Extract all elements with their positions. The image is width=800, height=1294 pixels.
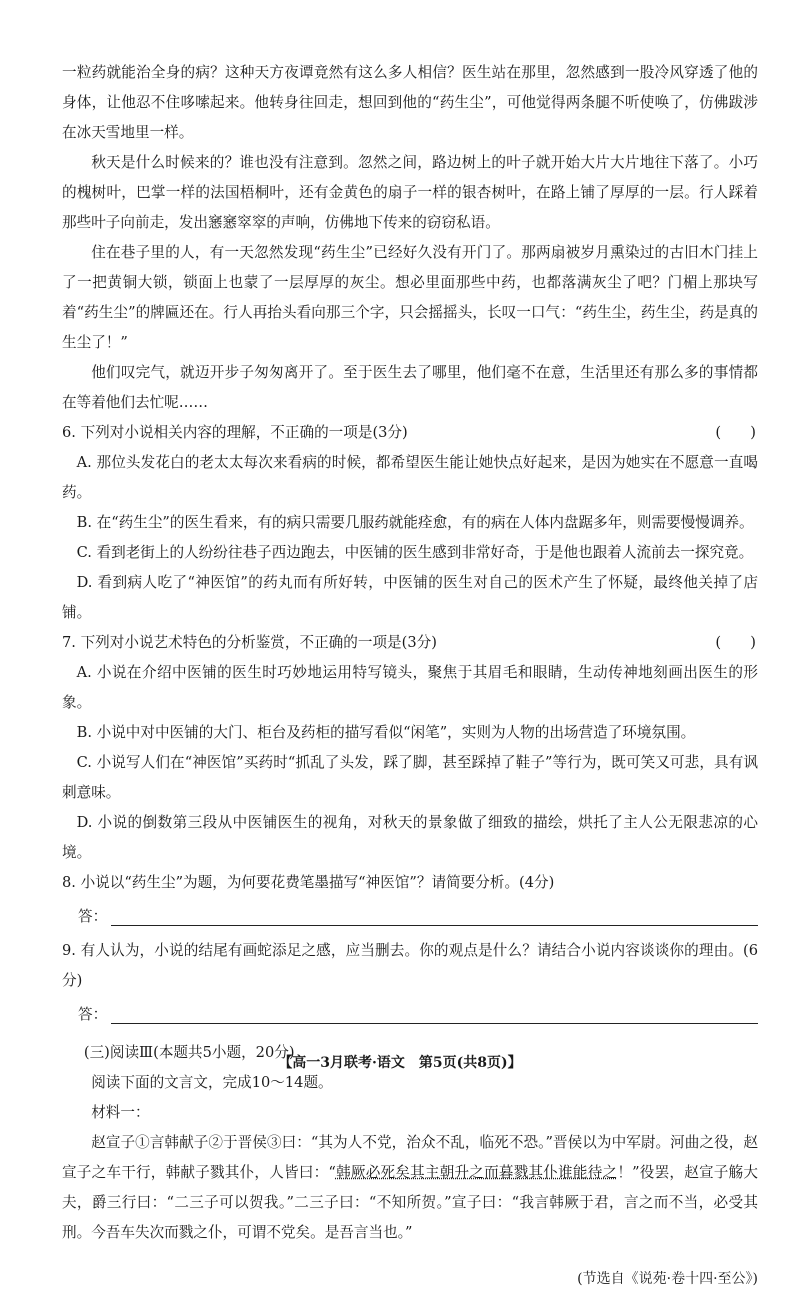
option-a: A. 小说在介绍中医铺的医生时巧妙地运用特写镜头，聚焦于其眉毛和眼睛，生动传神地刻画出医生的形象。 bbox=[62, 664, 758, 711]
answer-bracket[interactable]: ( ) bbox=[715, 424, 756, 441]
answer-line[interactable] bbox=[111, 907, 758, 926]
question-stem: 7. 下列对小说艺术特色的分析鉴赏，不正确的一项是(3分) bbox=[62, 634, 437, 651]
option-d: D. 小说的倒数第三段从中医铺医生的视角，对秋天的景象做了细致的描绘，烘托了主人公无限悲凉的心境。 bbox=[62, 814, 758, 861]
passage-paragraph: 他们叹完气，就迈开步子匆匆离开了。至于医生去了哪里，他们毫不在意，生活里还有那么多的事情都在等着他们去忙呢…… bbox=[62, 364, 758, 411]
passage-paragraph: 秋天是什么时候来的？谁也没有注意到。忽然之间，路边树上的叶子就开始大片大片地往下落了。小巧的槐树叶，巴掌一样的法国梧桐叶，还有金黄色的扇子一样的银杏树叶，在路上铺了厚厚的一层。行人踩着那些叶子向前走，发出窸窸窣窣的声响，仿佛地下传来的窃窃私语。 bbox=[62, 154, 758, 231]
option-d: D. 看到病人吃了“神医馆”的药丸而有所好转，中医铺的医生对自己的医术产生了怀疑，最终他关掉了店铺。 bbox=[62, 574, 758, 621]
question-6 bbox=[62, 418, 758, 628]
option-c: C. 看到老街上的人纷纷往巷子西边跑去，中医铺的医生感到非常好奇，于是他也跟着人流前去一探究竟。 bbox=[76, 544, 754, 561]
passage-paragraph: 一粒药就能治全身的病？这种天方夜谭竟然有这么多人相信？医生站在那里，忽然感到一股冷风穿透了他的身体，让他忍不住哆嗦起来。他转身往回走，想回到他的“药生尘”，可他觉得两条腿不听使唤了，仿佛跋涉在冰天雪地里一样。 bbox=[62, 64, 758, 141]
section-instruction: 阅读下面的文言文，完成10～14题。 bbox=[91, 1074, 333, 1091]
answer-bracket[interactable]: ( ) bbox=[715, 634, 756, 651]
exam-page bbox=[62, 58, 758, 1294]
question-stem: 6. 下列对小说相关内容的理解，不正确的一项是(3分) bbox=[62, 424, 408, 441]
answer-label: 答： bbox=[78, 1006, 108, 1023]
question-8 bbox=[62, 868, 758, 932]
answer-label: 答： bbox=[78, 908, 108, 925]
story-passage bbox=[62, 58, 758, 418]
classical-text: 赵宣子①言韩献子②于晋侯③曰：“其为人不党，治众不乱，临死不恐。”晋侯以为中军尉。河曲之役，赵宣子之车干行，韩献子戮其仆，人皆曰：“韩厥必死矣其主朝升之而暮戮其仆谁能待之！”役罢，赵宣子觞大夫，爵三行曰：“二三子可以贺我。”二三子曰：“不知所贺。”宣子曰：“我言韩厥于君，言之而不当，必受其刑。今吾车失次而戮之仆，可谓不党矣。是吾言当也。” bbox=[62, 1134, 758, 1241]
option-b: B. 在“药生尘”的医生看来，有的病只需要几服药就能痊愈，有的病在人体内盘踞多年，则需要慢慢调养。 bbox=[76, 514, 754, 531]
option-a: A. 那位头发花白的老太太每次来看病的时候，都希望医生能让她快点好起来，是因为她实在不愿意一直喝药。 bbox=[62, 454, 758, 501]
question-stem: 8. 小说以“药生尘”为题，为何要花费笔墨描写“神医馆”？请简要分析。(4分) bbox=[62, 874, 555, 891]
page-footer: 【高一3月联考·语文 第5页(共8页)】 bbox=[278, 1055, 522, 1071]
answer-line[interactable] bbox=[111, 1005, 758, 1024]
section-3 bbox=[62, 1038, 758, 1294]
option-c: C. 小说写人们在“神医馆”买药时“抓乱了头发，踩了脚，甚至踩掉了鞋子”等行为，既可笑又可悲，具有讽刺意味。 bbox=[62, 754, 758, 801]
section-title: (三)阅读Ⅲ(本题共5小题，20分) bbox=[83, 1044, 295, 1061]
source-citation: (节选自《说苑·卷十四·至公》) bbox=[577, 1271, 758, 1287]
question-7 bbox=[62, 628, 758, 868]
material-label: 材料一： bbox=[91, 1104, 150, 1121]
question-9 bbox=[62, 936, 758, 1030]
option-b: B. 小说中对中医铺的大门、柜台及药柜的描写看似“闲笔”，实则为人物的出场营造了环境氛围。 bbox=[76, 724, 696, 741]
underlined-sentence: 韩厥必死矣其主朝升之而暮戮其仆谁能待之 bbox=[335, 1164, 618, 1181]
passage-paragraph: 住在巷子里的人，有一天忽然发现“药生尘”已经好久没有开门了。那两扇被岁月熏染过的古旧木门挂上了一把黄铜大锁，锁面上也蒙了一层厚厚的灰尘。想必里面那些中药，也都落满灰尘了吧？门楣上那块写着“药生尘”的牌匾还在。行人再抬头看向那三个字，只会摇摇头，长叹一口气：“药生尘，药生尘，药是真的生尘了！” bbox=[62, 244, 758, 351]
question-stem: 9. 有人认为，小说的结尾有画蛇添足之感，应当删去。你的观点是什么？请结合小说内容谈谈你的理由。(6分) bbox=[62, 942, 758, 989]
